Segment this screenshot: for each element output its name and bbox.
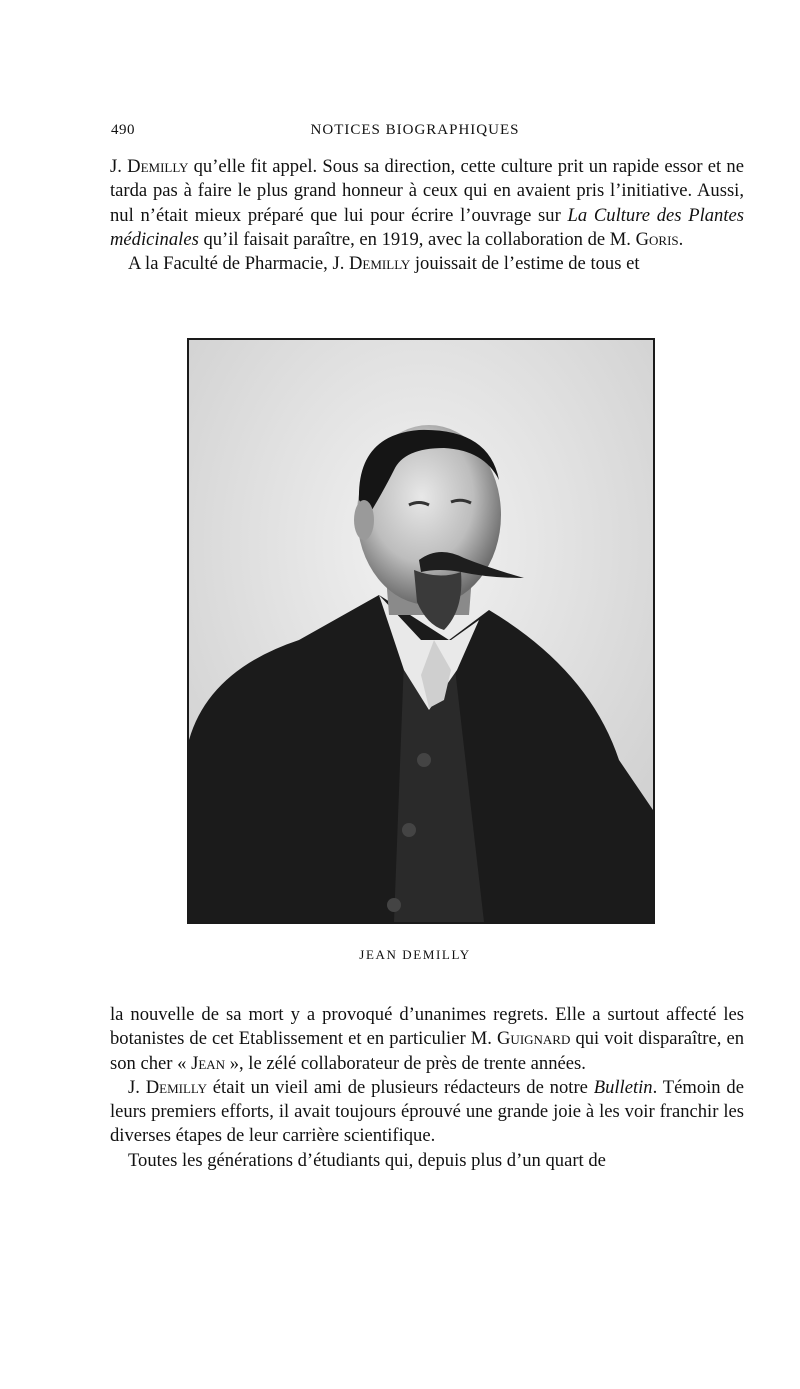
bottom-text-block [110, 1003, 744, 1173]
paragraph [110, 1149, 744, 1173]
text-segment: . [678, 228, 684, 250]
nickname: Jean [191, 1052, 226, 1074]
page-number: 490 [111, 122, 135, 138]
colleague-name: Guignard [497, 1028, 571, 1050]
text-segment: jouissait de l’estime de tous et [410, 253, 640, 275]
paragraph [110, 252, 744, 276]
portrait-photograph [187, 338, 655, 924]
paragraph [110, 1003, 744, 1076]
text-segment: », le zélé collaborateur de près de trente années. [225, 1052, 586, 1074]
text-segment: était un vieil ami de plusieurs rédacteurs de notre [206, 1076, 594, 1098]
text-segment: A la Faculté de Pharmacie, J. [128, 253, 349, 275]
text-segment: J. [110, 156, 128, 177]
text-segment: Toutes les générations d’étudiants qui, depuis plus d’un quart de [128, 1149, 606, 1171]
author-name: Demilly [349, 253, 411, 275]
top-text-block [110, 155, 744, 276]
paragraph [110, 1076, 744, 1149]
text-segment: qu’il faisait paraître, en 1919, avec la collaboration de M. [198, 228, 636, 250]
text-segment: qu’elle fit appel. Sous sa direction, cette culture prit un rapide essor et ne tarda pas à faire le plus grand honneur à ceux qui en avaient pris l’initiative. Aussi, nul n’était mieux préparé que lui pour écrire l’ouvrage sur [110, 156, 744, 226]
figure-caption: JEAN DEMILLY [359, 947, 471, 962]
paragraph [110, 155, 744, 252]
author-name: Demilly [145, 1076, 207, 1098]
text-segment: . Témoin de leurs premiers efforts, il avait toujours éprouvé une grande joie à les voir franchir les diverses étapes de leur carrière scientifique. [110, 1076, 744, 1147]
author-name: Demilly [127, 156, 189, 177]
text-segment: qui voit disparaître, en son cher « [110, 1028, 744, 1074]
text-segment: la nouvelle de sa mort y a provoqué d’unanimes regrets. Elle a surtout affecté les botanistes de cet Etablissement et en particulier M. [110, 1004, 744, 1050]
journal-title: Bulletin [593, 1076, 653, 1098]
book-title: La Culture des Plantes médicinales [110, 204, 744, 250]
collaborator-name: Goris [635, 228, 679, 250]
text-segment: J. [128, 1076, 146, 1098]
running-title: NOTICES BIOGRAPHIQUES [310, 122, 520, 138]
